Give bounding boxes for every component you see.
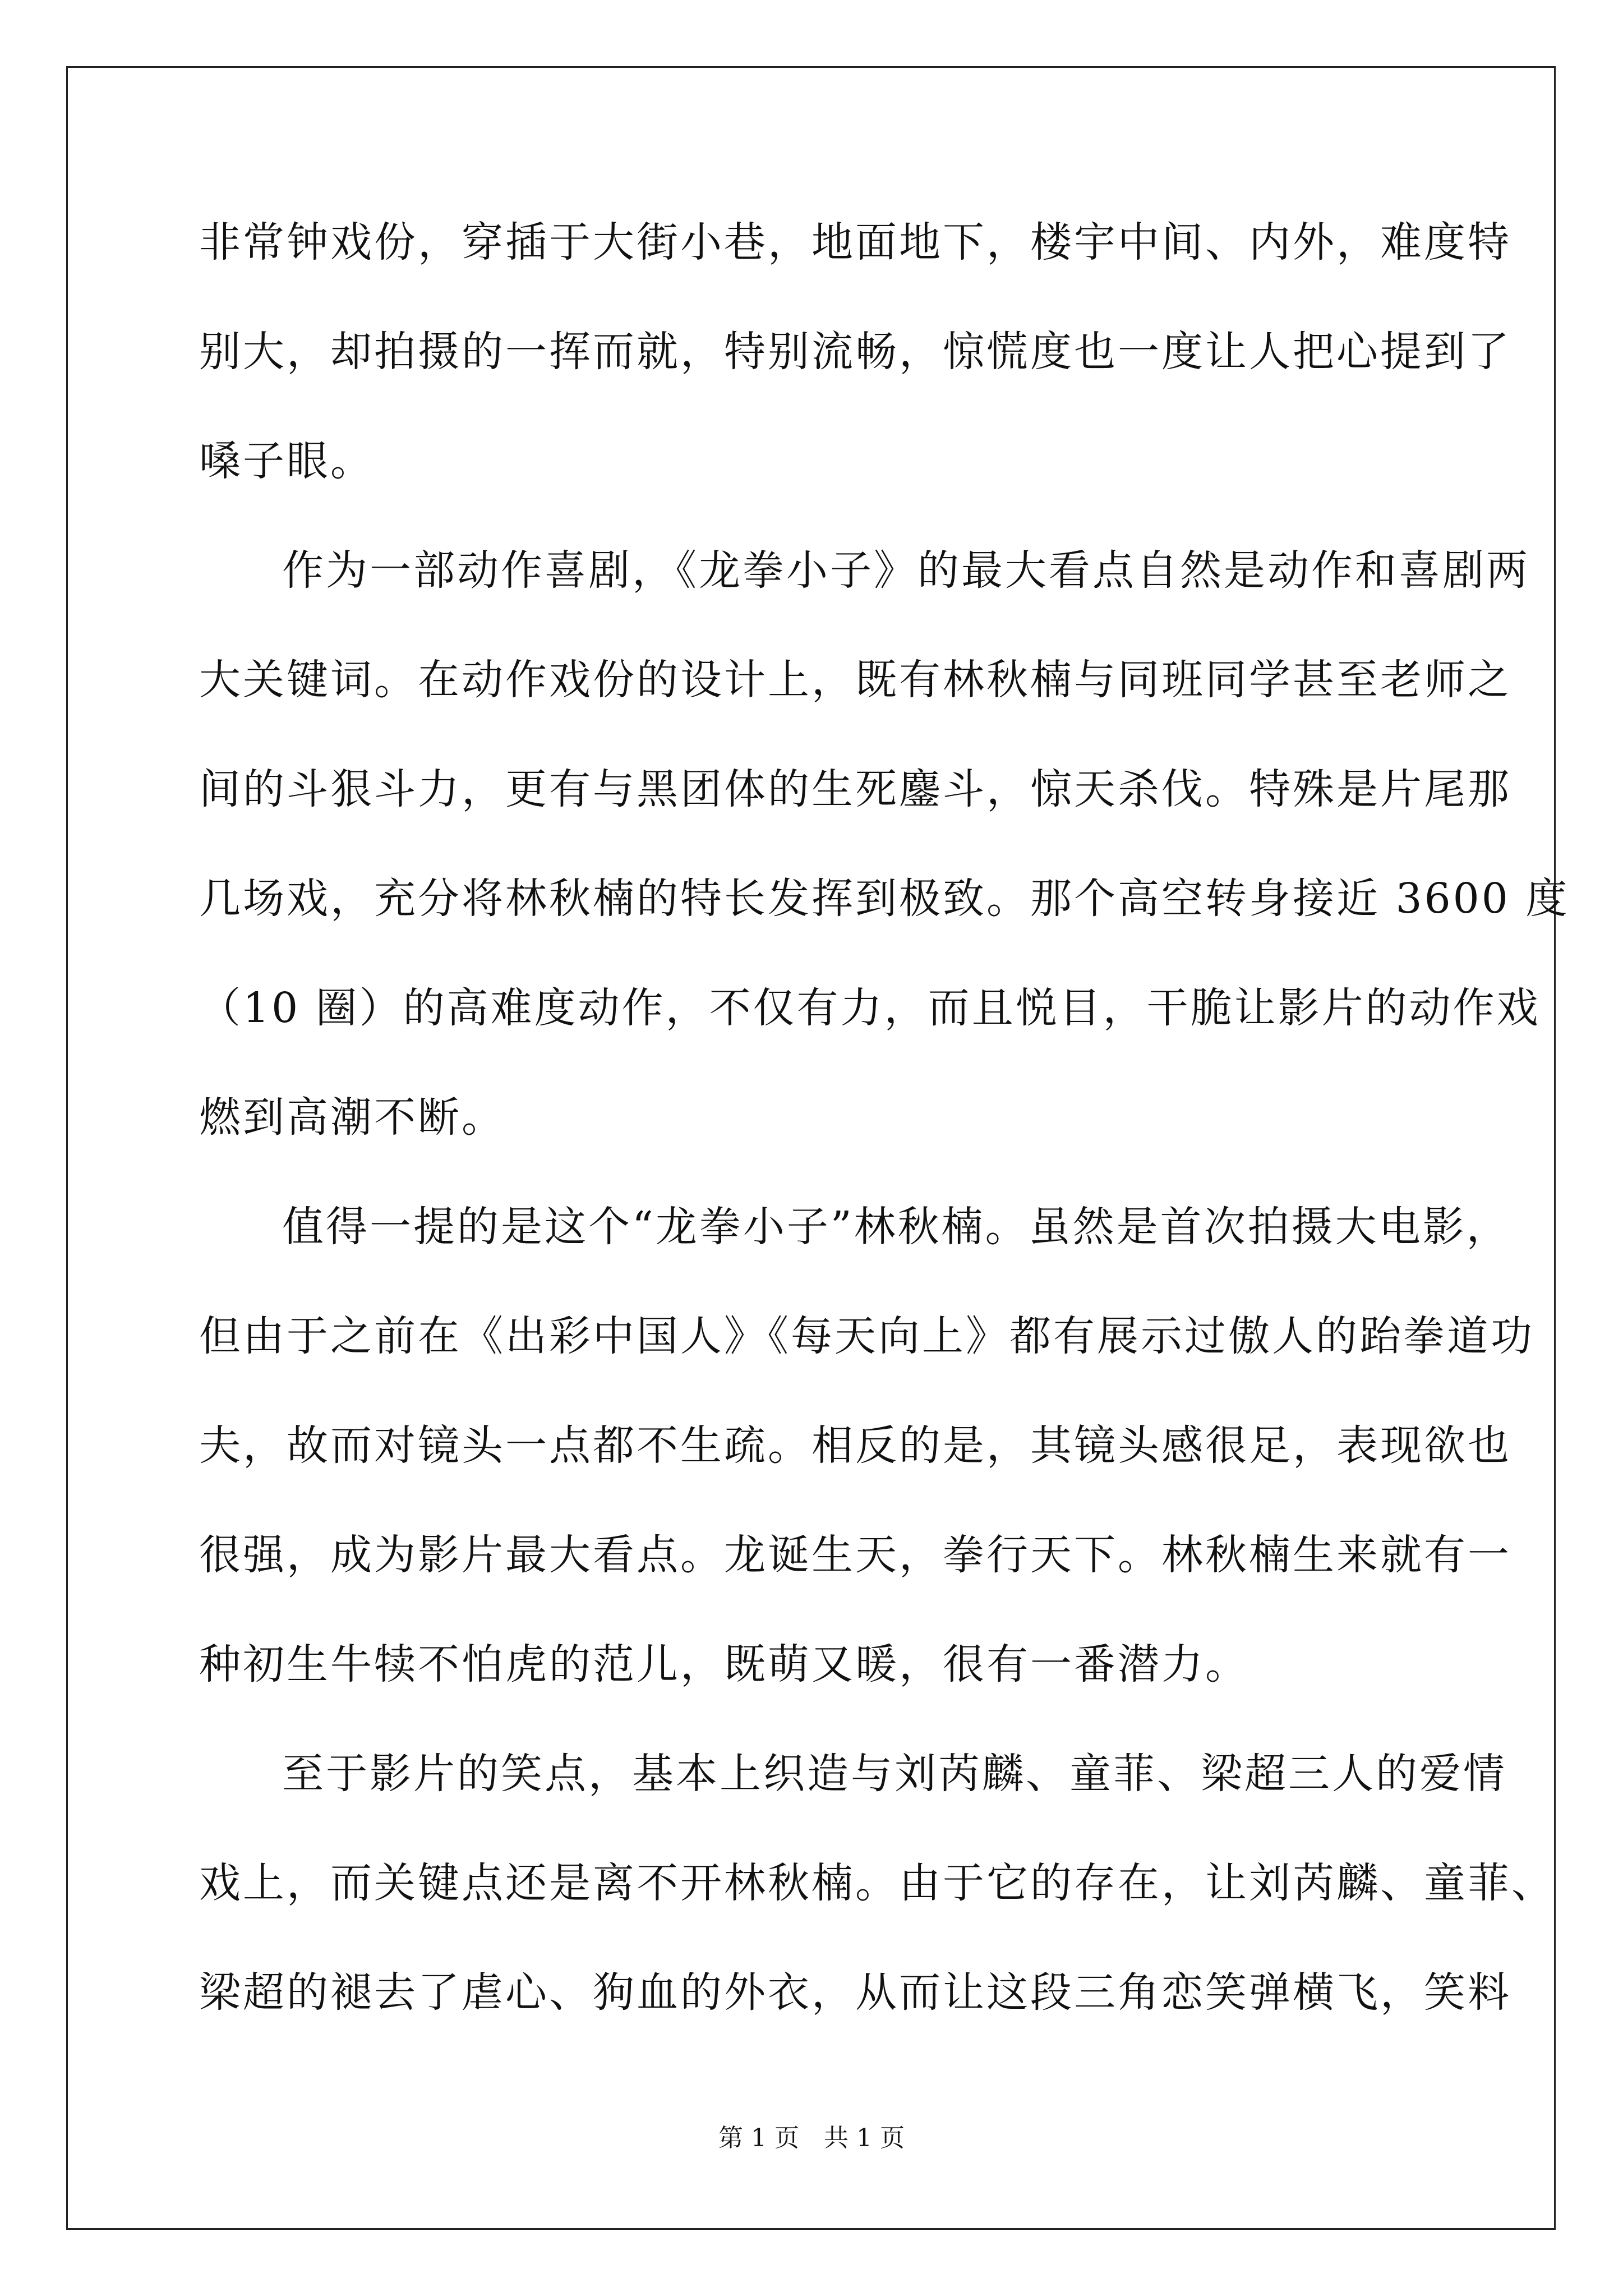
text-line: 夫，故而对镜头一点都不生疏。相反的是，其镜头感很足，表现欲也 <box>199 1421 1511 1470</box>
text-line: （10 圈）的高难度动作，不仅有力，而且悦目，干脆让影片的动作戏 <box>199 984 1541 1032</box>
text-line: 种初生牛犊不怕虎的范儿，既萌又暖，很有一番潜力。 <box>199 1640 1249 1688</box>
text-line: 梁超的褪去了虐心、狗血的外衣，从而让这段三角恋笑弹横飞，笑料 <box>199 1968 1511 2017</box>
paragraph-first-line: 至于影片的笑点，基本上织造与刘芮麟、童菲、梁超三人的爱情 <box>282 1750 1507 1798</box>
text-line: 几场戏，充分将林秋楠的特长发挥到极致。那个高空转身接近 3600 度 <box>199 875 1570 923</box>
paragraph-first-line: 作为一部动作喜剧，《龙拳小子》的最大看点自然是动作和喜剧两 <box>282 546 1530 595</box>
text-line: 但由于之前在《出彩中国人》《每天向上》都有展示过傲人的跆拳道功 <box>199 1312 1534 1360</box>
text-line: 别大，却拍摄的一挥而就，特别流畅，惊慌度也一度让人把心提到了 <box>199 328 1511 376</box>
text-line: 大关键词。在动作戏份的设计上，既有林秋楠与同班同学甚至老师之 <box>199 656 1511 704</box>
page-footer: 第 1 页 共 1 页 <box>718 2124 905 2152</box>
text-line: 嗓子眼。 <box>199 437 374 485</box>
text-line: 戏上，而关键点还是离不开林秋楠。由于它的存在，让刘芮麟、童菲、 <box>199 1859 1555 1907</box>
text-line: 非常钟戏份，穿插于大街小巷，地面地下，楼宇中间、内外，难度特 <box>199 218 1511 266</box>
paragraph-first-line: 值得一提的是这个“龙拳小子”林秋楠。虽然是首次拍摄大电影， <box>282 1203 1510 1251</box>
text-line: 燃到高潮不断。 <box>199 1093 505 1142</box>
text-line: 间的斗狠斗力，更有与黑团体的生死鏖斗，惊天杀伐。特殊是片尾那 <box>199 765 1511 813</box>
text-line: 很强，成为影片最大看点。龙诞生天，拳行天下。林秋楠生来就有一 <box>199 1531 1511 1579</box>
